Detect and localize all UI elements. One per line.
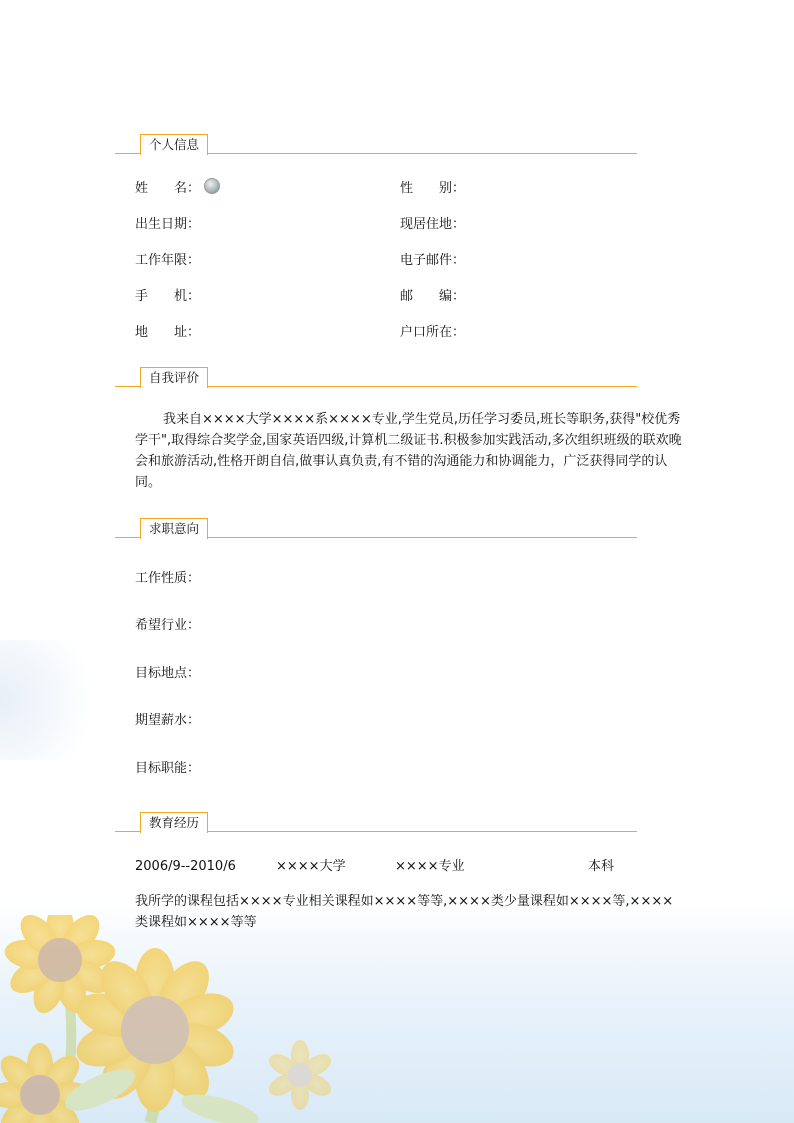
background-haze [0, 640, 120, 760]
phone-label: 手 机： [135, 289, 201, 304]
education-period: 2006/9--2010/6 [135, 859, 236, 874]
education-courses: 我所学的课程包括××××专业相关课程如××××等等,××××类少量课程如××××等,××××类课程如××××等等 [135, 894, 674, 930]
job-nature-label: 工作性质： [135, 571, 201, 586]
residence-label: 现居住地： [400, 217, 466, 232]
education-school: ××××大学 [276, 859, 346, 874]
email-label: 电子邮件： [400, 253, 466, 268]
hukou-label: 户口所在： [400, 325, 466, 340]
target-location-label: 目标地点： [135, 666, 201, 681]
education-degree: 本科 [588, 859, 615, 874]
avatar-icon [204, 178, 220, 194]
sunflower-decoration [0, 915, 420, 1123]
birth-date-label: 出生日期： [135, 217, 201, 232]
job-intent-section-header: 求职意向 [140, 518, 208, 539]
industry-label: 希望行业： [135, 618, 201, 633]
personal-section-header: 个人信息 [140, 134, 208, 155]
address-label: 地 址： [135, 325, 201, 340]
education-section-header: 教育经历 [140, 812, 208, 833]
gender-label: 性 别： [400, 181, 466, 196]
expected-salary-label: 期望薪水： [135, 713, 201, 728]
target-position-label: 目标职能： [135, 761, 201, 776]
self-eval-section-header: 自我评价 [140, 367, 208, 388]
self-eval-text: 我来自××××大学××××系××××专业,学生党员,历任学习委员,班长等职务,获得"校优秀学干",取得综合奖学金,国家英语四级,计算机二级证书.积极参加实践活动,多次组织班级的联欢晚会和旅游活动,性格开朗自信,做事认真负责,有不错的沟通能力和协调能力，广泛获得同学的认同。 [135, 412, 682, 490]
education-major: ××××专业 [395, 859, 465, 874]
postcode-label: 邮 编： [400, 289, 466, 304]
name-label: 姓 名： [135, 181, 201, 196]
work-years-label: 工作年限： [135, 253, 201, 268]
